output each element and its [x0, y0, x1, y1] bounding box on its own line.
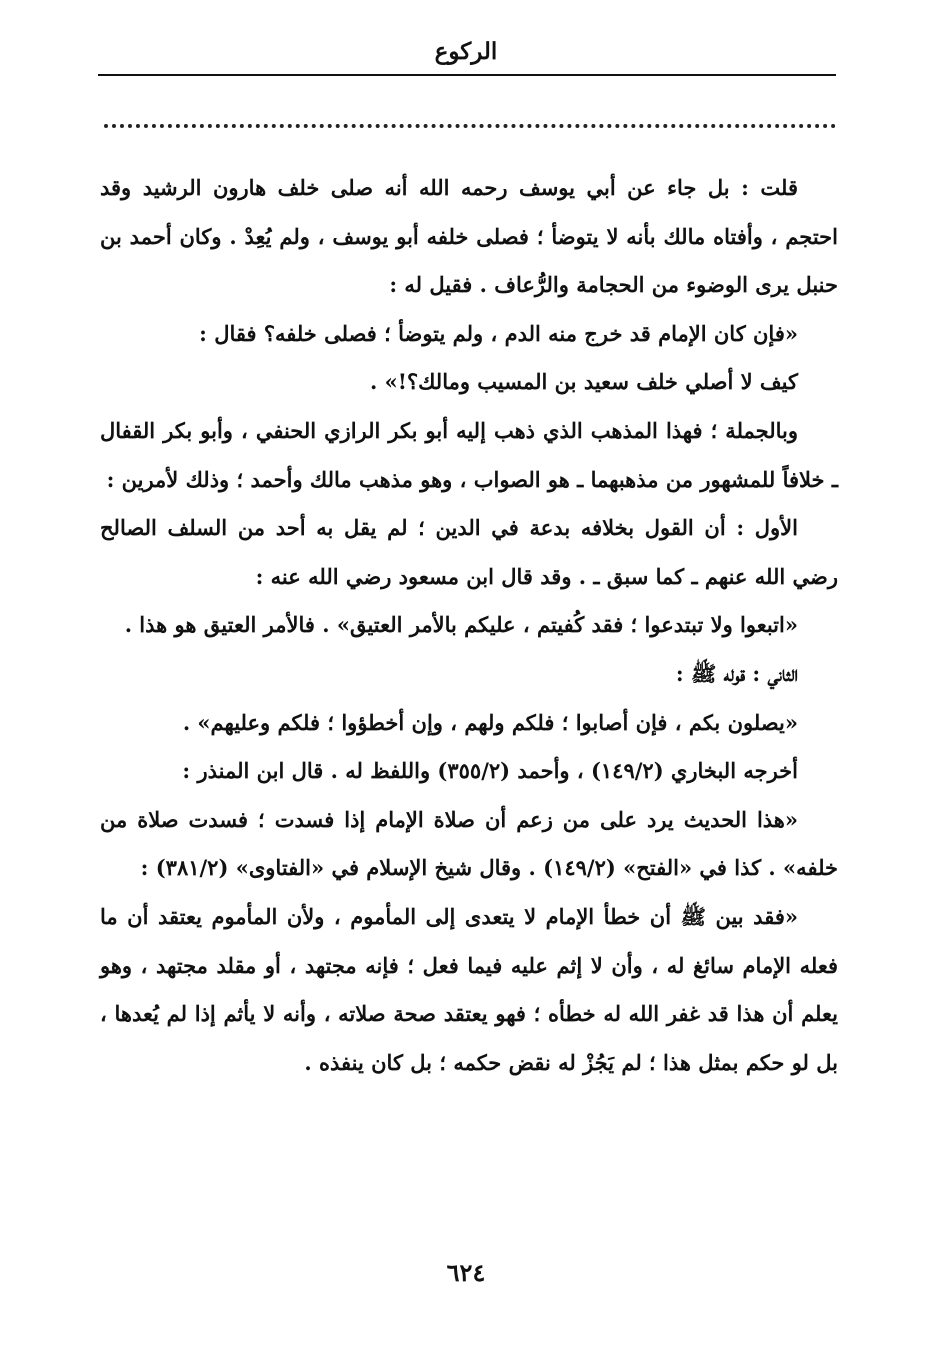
paragraph: وبالجملة ؛ فهذا المذهب الذي ذهب إليه أبو بكر الرازي الحنفي ، وأبو بكر القفال ـ خلافاً للمشهور من مذهبهما ـ هو الصواب ، وهو مذهب مالك وأحمد ؛ وذلك لأمرين :	[100, 417, 838, 492]
paragraph: «هذا الحديث يرد على من زعم أن صلاة الإمام إذا فسدت ؛ فسدت صلاة من خلفه» . كذا في «الفتح» (١٤٩/٢) . وقال شيخ الإسلام في «الفتاوى» (٣٨١/٢) :	[100, 806, 838, 881]
running-head-title: الركوع	[434, 38, 498, 65]
quote-line: «يصلون بكم ، فإن أصابوا ؛ فلكم ولهم ، وإن أخطؤوا ؛ فلكم وعليهم» .	[182, 709, 798, 735]
page-number: ٦٢٤	[446, 1258, 486, 1287]
dotted-separator	[104, 124, 836, 128]
quote-line: كيف لا أصلي خلف سعيد بن المسيب ومالك؟!» .	[370, 369, 798, 395]
paragraph: قلت : بل جاء عن أبي يوسف رحمه الله أنه صلى خلف هارون الرشيد وقد احتجم ، وأفتاه مالك بأنه لا يتوضأ ؛ فصلى خلفه أبو يوسف ، ولم يُعِدْ . وكان أحمد بن حنبل يرى الوضوء من الحجامة والرُّعاف . فقيل له :	[100, 175, 838, 298]
paragraph: «فقد بين ﷺ أن خطأ الإمام لا يتعدى إلى المأموم ، ولأن المأموم يعتقد أن ما فعله الإمام سائغ له ، وأن لا إثم عليه فيما فعل ؛ فإنه مجتهد ، أو مقلد مجتهد ، وهو يعلم أن هذا قد غفر الله له خطأه ؛ فهو يعتقد صحة صلاته ، وأنه لا يأثم إذا لم يُعدها ، بل لو حكم بمثل هذا ؛ لم يَجُزْ له نقض حكمه ؛ بل كان ينفذه .	[100, 903, 838, 1075]
quote-line: الثاني : قوله ﷺ :	[675, 660, 798, 686]
quote-line: «اتبعوا ولا تبتدعوا ؛ فقد كُفيتم ، عليكم بالأمر العتيق» . فالأمر العتيق هو هذا .	[124, 612, 798, 638]
body-text	[100, 164, 838, 1087]
quote-line: أخرجه البخاري (١٤٩/٢) ، وأحمد (٣٥٥/٢) واللفظ له . قال ابن المنذر :	[182, 758, 798, 784]
paragraph: الأول : أن القول بخلافه بدعة في الدين ؛ لم يقل به أحد من السلف الصالح رضي الله عنهم ـ كما سبق ـ . وقد قال ابن مسعود رضي الله عنه :	[100, 515, 838, 589]
quote-line: «فإن كان الإمام قد خرج منه الدم ، ولم يتوضأ ؛ فصلى خلفه؟ فقال :	[199, 320, 798, 346]
header-rule	[98, 74, 836, 76]
